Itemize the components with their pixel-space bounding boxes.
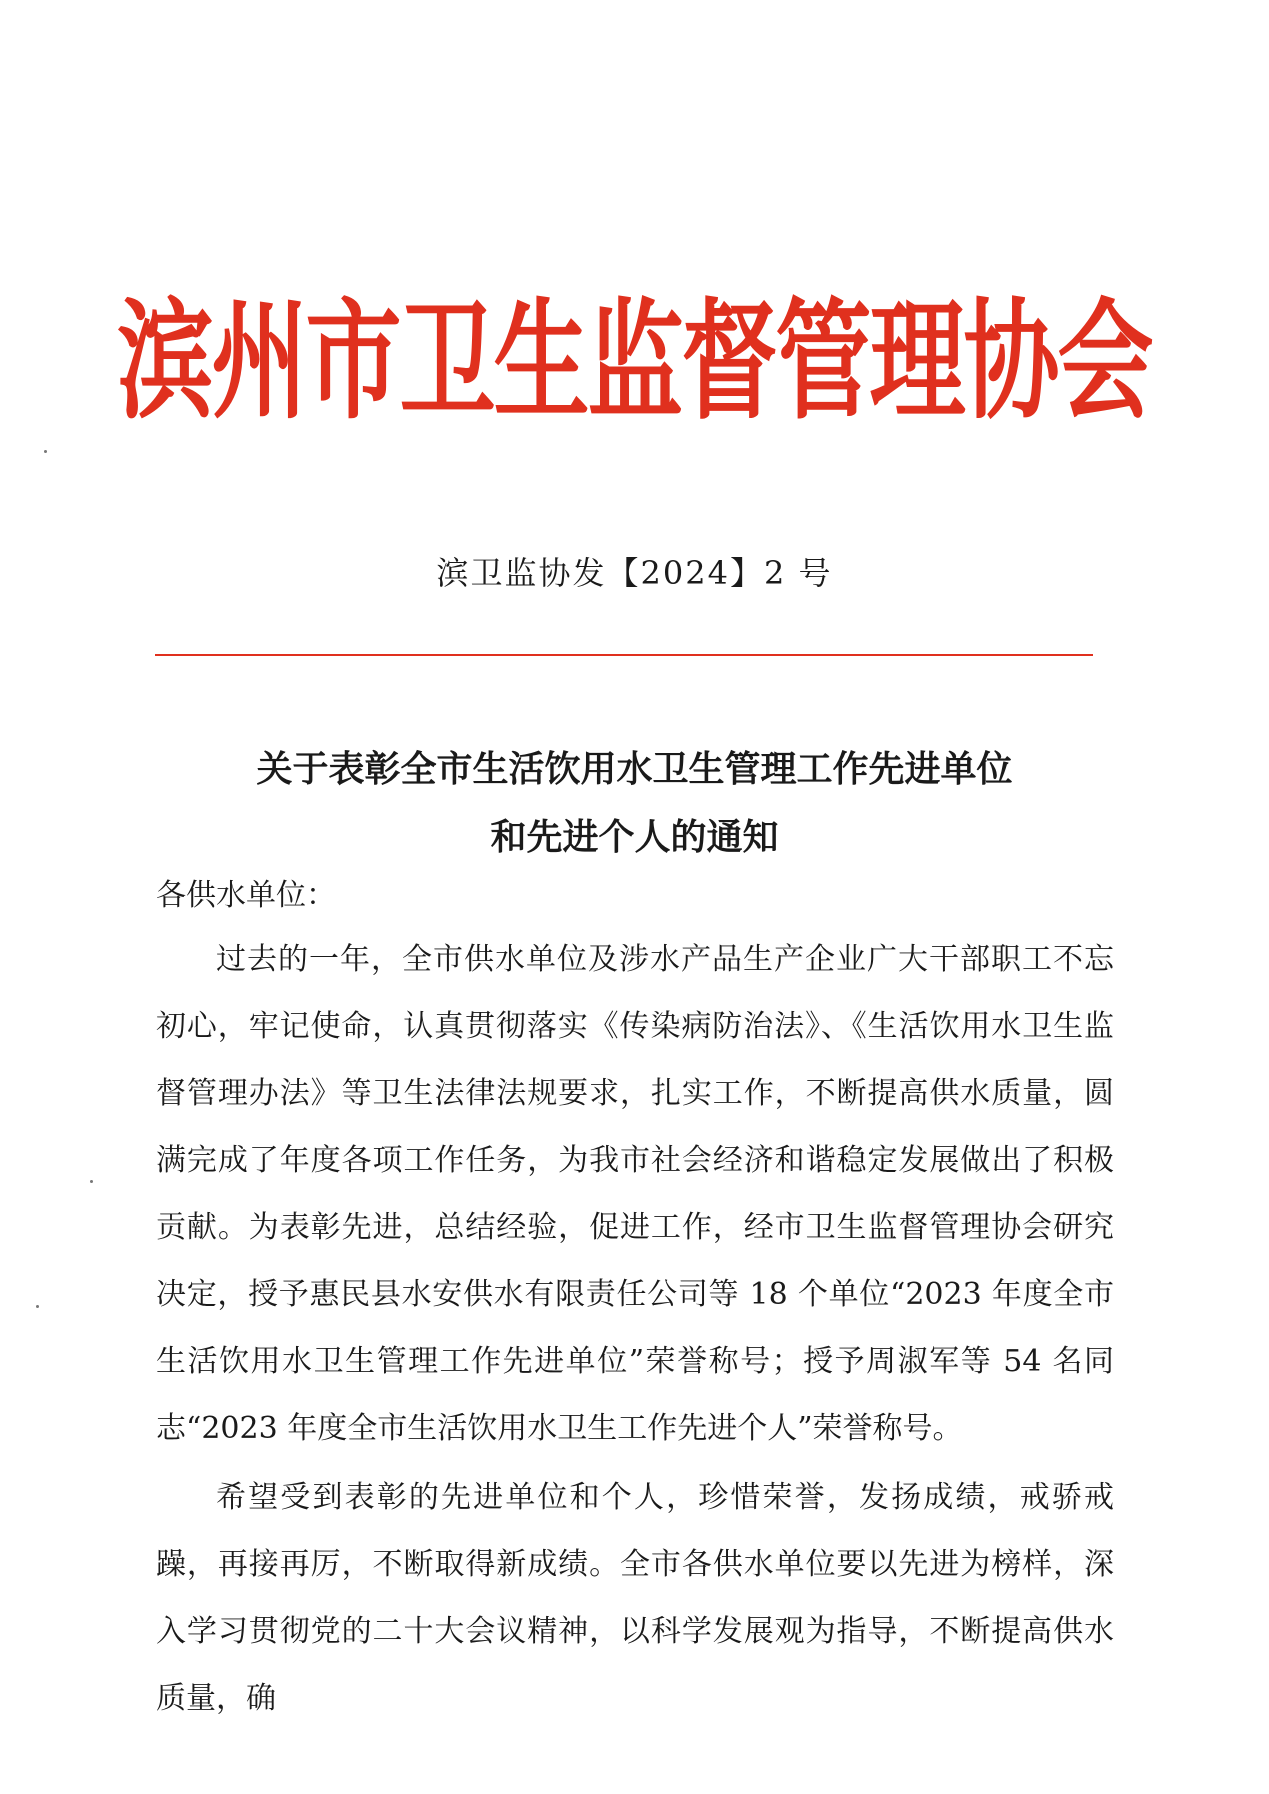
- scan-speck: [90, 1180, 93, 1183]
- notice-title-line-2: 和先进个人的通知: [490, 817, 779, 858]
- scan-speck: [44, 450, 47, 453]
- body-paragraph-2: 希望受到表彰的先进单位和个人，珍惜荣誉，发扬成绩，戒骄戒躁，再接再厉，不断取得新成绩。全市各供水单位要以先进为榜样，深入学习贯彻党的二十大会议精神，以科学发展观为指导，不断提高供水质量，确: [156, 1480, 1114, 1716]
- document-number: 滨卫监协发【2024】2 号: [436, 554, 833, 592]
- red-divider-line: [155, 654, 1093, 656]
- notice-title: [0, 736, 1269, 872]
- notice-title-line-1: 关于表彰全市生活饮用水卫生管理工作先进单位: [256, 749, 1013, 790]
- organization-title: 滨州市卫生监督管理协会: [117, 284, 1152, 438]
- body-paragraph-1: 过去的一年，全市供水单位及涉水产品生产企业广大干部职工不忘初心，牢记使命，认真贯彻落实《传染病防治法》、《生活饮用水卫生监督管理办法》等卫生法律法规要求，扎实工作，不断提高供水质量，圆满完成了年度各项工作任务，为我市社会经济和谐稳定发展做出了积极贡献。为表彰先进，总结经验，促进工作，经市卫生监督管理协会研究决定，授予惠民县水安供水有限责任公司等 18 个单位“2023 年度全市生活饮用水卫生管理工作先进单位”荣誉称号；授予周淑军等 54 名同志“2023 年度全市生活饮用水卫生工作先进个人”荣誉称号。: [156, 942, 1114, 1446]
- salutation: 各供水单位：: [156, 878, 336, 913]
- scan-speck: [36, 1305, 39, 1308]
